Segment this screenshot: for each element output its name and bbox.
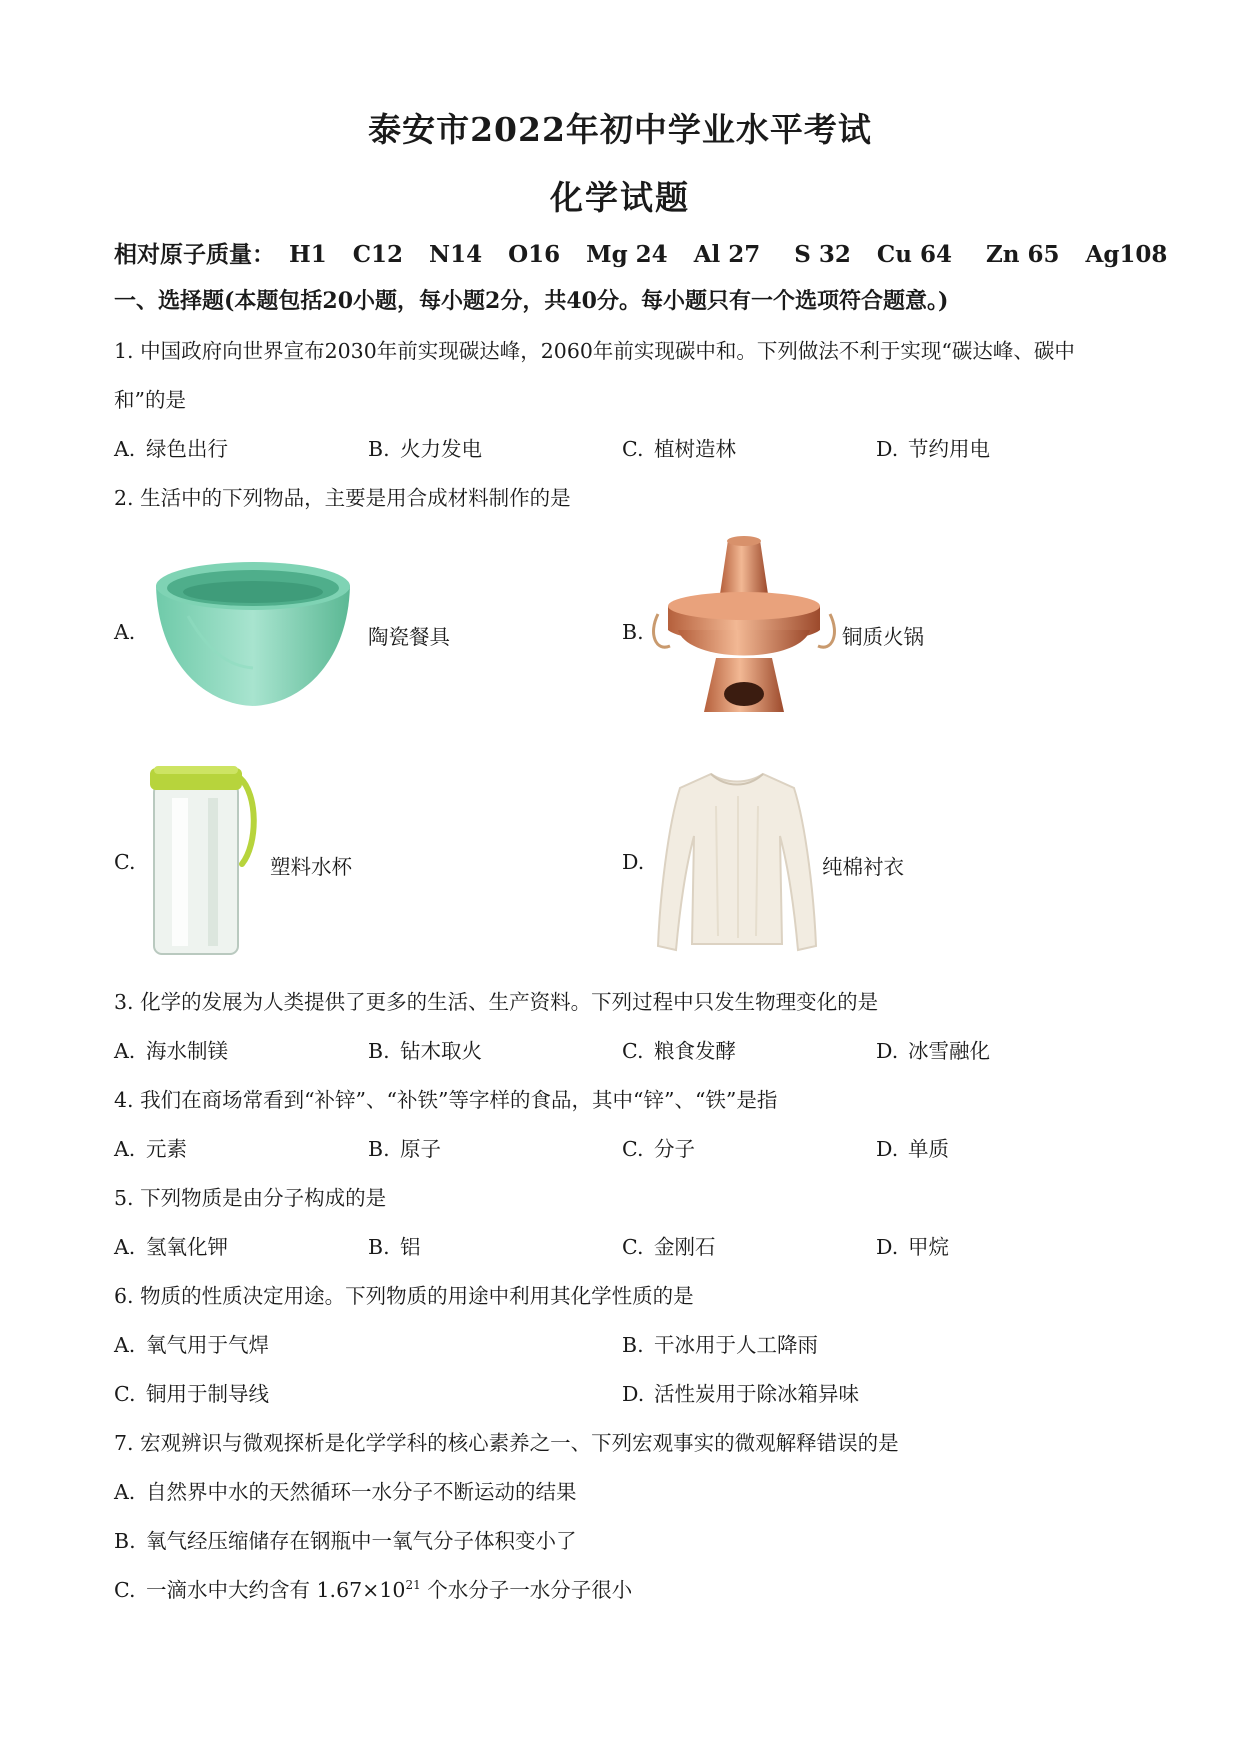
q6-option-a[interactable]: A. 氧气用于气焊	[114, 1333, 269, 1357]
q2-option-b-key[interactable]: B.	[622, 620, 644, 644]
q6-option-b[interactable]: B. 干冰用于人工降雨	[622, 1333, 818, 1357]
question-1-stem-cont: 和”的是	[114, 388, 186, 412]
q4-option-a[interactable]: A. 元素	[114, 1137, 187, 1161]
atomic-mass-item: Cu 64	[876, 241, 952, 268]
q5-option-b[interactable]: B. 铝	[368, 1235, 421, 1259]
q7-option-c[interactable]: C. 一滴水中大约含有 $1.67\times 10^{21}$ 个水分子一水分子很小	[114, 1578, 633, 1602]
q4-option-d[interactable]: D. 单质	[876, 1137, 949, 1161]
ceramic-bowl-icon	[148, 556, 358, 716]
q3-option-b[interactable]: B. 钻木取火	[368, 1039, 482, 1063]
q5-option-c[interactable]: C. 金刚石	[622, 1235, 716, 1259]
atomic-mass-item: H1	[289, 241, 327, 268]
atomic-mass-line	[114, 236, 1167, 269]
q2-option-d-key[interactable]: D.	[622, 850, 645, 874]
q2-option-c-key[interactable]: C.	[114, 850, 136, 874]
atomic-mass-label: 相对原子质量：	[114, 241, 275, 268]
q2-option-c-label: 塑料水杯	[270, 855, 352, 879]
question-3-stem: 3. 化学的发展为人类提供了更多的生活、生产资料。下列过程中只发生物理变化的是	[114, 990, 879, 1014]
copper-hotpot-icon	[648, 534, 840, 720]
page-subtitle: 化学试题	[550, 178, 690, 217]
atomic-mass-item: Mg 24	[586, 241, 668, 268]
q3-option-a[interactable]: A. 海水制镁	[114, 1039, 228, 1063]
atomic-mass-item: S 32	[794, 241, 851, 268]
q6-option-d[interactable]: D. 活性炭用于除冰箱异味	[622, 1382, 859, 1406]
question-1-stem: 1. 中国政府向世界宣布2030年前实现碳达峰，2060年前实现碳中和。下列做法不利于实现“碳达峰、碳中	[114, 339, 1075, 363]
page-title: 泰安市2022年初中学业水平考试	[368, 110, 872, 149]
cotton-shirt-icon	[656, 766, 818, 958]
question-2-stem: 2. 生活中的下列物品，主要是用合成材料制作的是	[114, 486, 571, 510]
q1-option-c[interactable]: C. 植树造林	[622, 437, 736, 461]
atomic-mass-item: Zn 65	[985, 241, 1060, 268]
q2-option-b-label: 铜质火锅	[842, 625, 924, 649]
q6-option-c[interactable]: C. 铜用于制导线	[114, 1382, 269, 1406]
question-7-stem: 7. 宏观辨识与微观探析是化学学科的核心素养之一、下列宏观事实的微观解释错误的是	[114, 1431, 899, 1455]
atomic-mass-item: O16	[508, 241, 561, 268]
atomic-mass-item: N14	[429, 241, 483, 268]
section-heading: 一、选择题(本题包括20小题，每小题2分，共40分。每小题只有一个选项符合题意。)	[114, 288, 949, 314]
q4-option-c[interactable]: C. 分子	[622, 1137, 695, 1161]
q4-option-b[interactable]: B. 原子	[368, 1137, 441, 1161]
exponent: 21	[405, 1578, 421, 1592]
q2-option-d-label: 纯棉衬衣	[822, 855, 904, 879]
q1-option-d[interactable]: D. 节约用电	[876, 437, 990, 461]
q1-option-b[interactable]: B. 火力发电	[368, 437, 482, 461]
atomic-mass-item: Ag108	[1085, 241, 1168, 268]
q3-option-c[interactable]: C. 粮食发酵	[622, 1039, 736, 1063]
atomic-mass-item: C12	[352, 241, 404, 268]
atomic-mass-item: Al 27	[693, 241, 761, 268]
q3-option-d[interactable]: D. 冰雪融化	[876, 1039, 990, 1063]
question-6-stem: 6. 物质的性质决定用途。下列物质的用途中利用其化学性质的是	[114, 1284, 694, 1308]
plastic-cup-icon	[148, 764, 260, 960]
q2-option-a-key[interactable]: A.	[114, 620, 136, 644]
question-4-stem: 4. 我们在商场常看到“补锌”、“补铁”等字样的食品，其中“锌”、“铁”是指	[114, 1088, 778, 1112]
q7-option-b[interactable]: B. 氧气经压缩储存在钢瓶中一氧气分子体积变小了	[114, 1529, 577, 1553]
question-5-stem: 5. 下列物质是由分子构成的是	[114, 1186, 387, 1210]
q5-option-a[interactable]: A. 氢氧化钾	[114, 1235, 228, 1259]
q7-option-a[interactable]: A. 自然界中水的天然循环一水分子不断运动的结果	[114, 1480, 577, 1504]
q1-option-a[interactable]: A. 绿色出行	[114, 437, 228, 461]
q2-option-a-label: 陶瓷餐具	[368, 625, 450, 649]
q5-option-d[interactable]: D. 甲烷	[876, 1235, 949, 1259]
